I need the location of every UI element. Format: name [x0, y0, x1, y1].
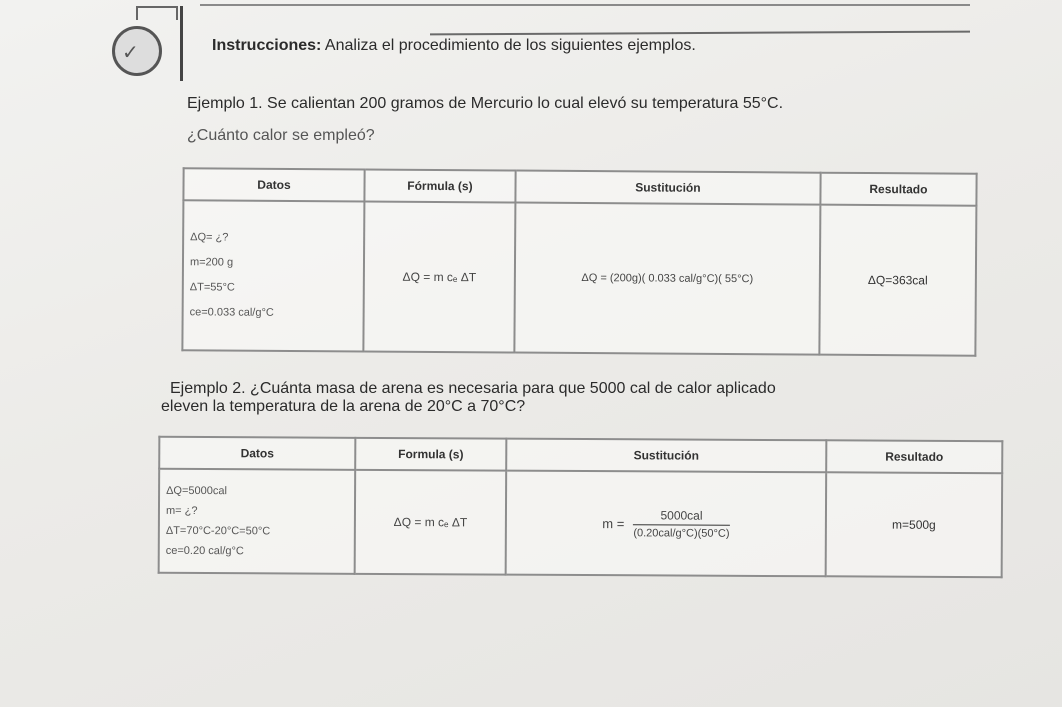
sustitucion-cell — [506, 471, 826, 577]
col-datos: Datos — [159, 437, 355, 470]
sustitucion-cell: ΔQ = (200g)( 0.033 cal/g°C)( 55°C) — [514, 203, 820, 355]
example1-statement: Ejemplo 1. Se calientan 200 gramos de Mercurio lo cual elevó su temperatura 55°C. — [187, 95, 784, 112]
instruction-badge — [110, 6, 183, 81]
col-sustitucion: Sustitución — [515, 171, 820, 205]
fraction-numerator: 5000cal — [660, 507, 703, 523]
instructions-label: Instrucciones: — [212, 37, 322, 54]
resultado-cell: ΔQ=363cal — [819, 205, 976, 356]
dato-line: ΔQ=5000cal — [166, 484, 227, 498]
check-icon: ✓ — [122, 40, 139, 64]
formula-cell: ΔQ = m cₑ ΔT — [363, 201, 515, 352]
fraction — [633, 508, 729, 540]
instructions — [212, 37, 696, 55]
dato-line: ΔT=70°C-20°C=50°C — [165, 524, 271, 538]
col-formula: Fórmula (s) — [364, 169, 515, 202]
col-formula: Formula (s) — [355, 438, 506, 471]
col-sustitucion: Sustitución — [506, 439, 826, 473]
col-resultado: Resultado — [820, 173, 976, 206]
header-rule — [430, 31, 970, 36]
example1-question: ¿Cuánto calor se empleó? — [187, 127, 375, 144]
table-header-row — [159, 437, 1002, 473]
example2-statement-line2: eleven la temperatura de la arena de 20°C a 70°C? — [161, 398, 526, 415]
datos-cell — [182, 200, 364, 351]
formula-cell: ΔQ = m cₑ ΔT — [355, 470, 507, 575]
example1-table — [181, 167, 977, 357]
dato-line: ΔQ= ¿? — [190, 231, 229, 244]
datos-cell — [159, 469, 356, 574]
table-row — [159, 469, 1003, 577]
dato-line: m= ¿? — [165, 504, 198, 517]
example2-table — [158, 436, 1004, 578]
dato-line: m=200 g — [189, 256, 234, 269]
top-rule — [200, 4, 970, 6]
instructions-text: Analiza el procedimiento de los siguientes ejemplos. — [321, 37, 696, 54]
col-datos: Datos — [183, 168, 364, 201]
badge-tab — [136, 6, 178, 20]
dato-line: ce=0.20 cal/g°C — [165, 544, 244, 558]
example2-statement-line1: Ejemplo 2. ¿Cuánta masa de arena es necesaria para que 5000 cal de calor aplicado — [170, 380, 776, 397]
fraction-denominator: (0.20cal/g°C)(50°C) — [633, 524, 729, 540]
table-row — [182, 200, 976, 356]
col-resultado: Resultado — [826, 440, 1002, 473]
dato-line: ΔT=55°C — [189, 281, 235, 294]
sust-lhs: m = — [602, 515, 625, 531]
dato-line: ce=0.033 cal/g°C — [189, 306, 274, 319]
resultado-cell: m=500g — [826, 472, 1003, 577]
